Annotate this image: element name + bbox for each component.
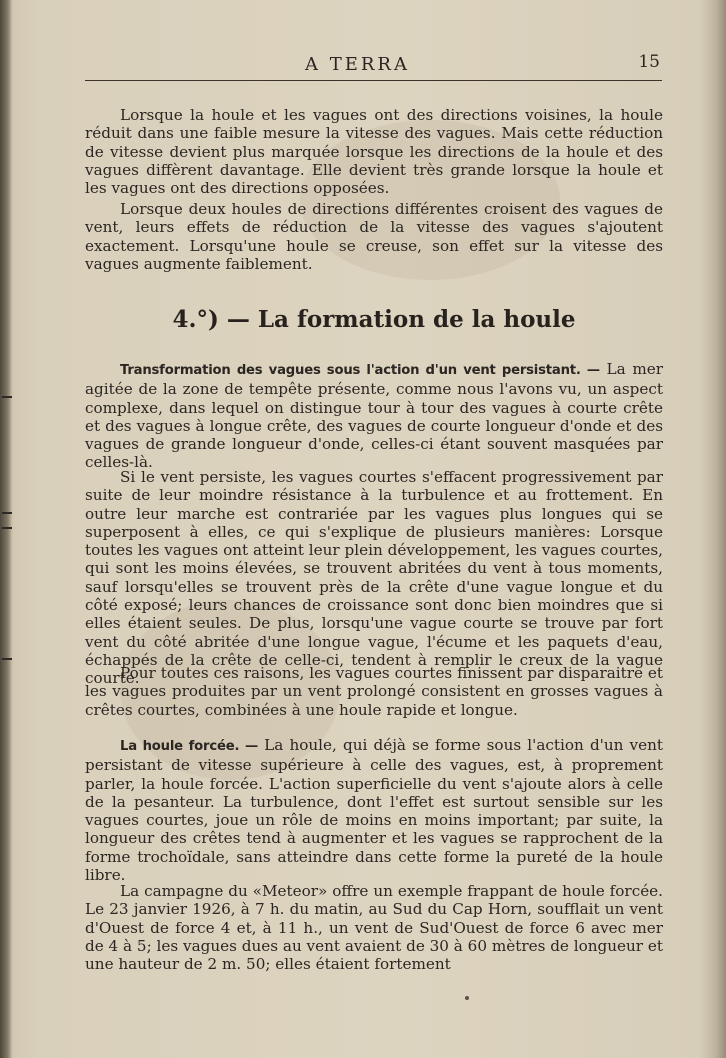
- margin-mark: [2, 658, 12, 660]
- paragraph-text: La mer agitée de la zone de tempête présente, comme nous l'avons vu, un aspect complexe, dans lequel on distingue tour à tour des vagues à courte crête et des vagues à longue crête, des vagues de courte longueur d'onde et des vagues de grande longueur d'onde, celles-ci étant souvent masquées par celles-là.: [85, 360, 663, 472]
- paragraph: [85, 468, 663, 688]
- section-title: 4.°) — La formation de la houle: [172, 306, 576, 333]
- subsection-heading: La houle forcée. —: [120, 739, 258, 754]
- paragraph-text: Lorsque la houle et les vagues ont des directions voisines, la houle réduit dans une faible mesure la vitesse des vagues. Mais cette réduction de vitesse devient plus marquée lorsque les directions de la houle et des vagues diffèrent davantage. Elle devient très grande lorsque la houle et les vagues ont des directions opposées.: [85, 106, 663, 198]
- running-head: A TERRA: [305, 54, 410, 75]
- page-header: [85, 52, 665, 80]
- page-number: 15: [638, 52, 660, 72]
- paragraph: [85, 882, 663, 973]
- paragraph: [85, 664, 663, 719]
- paragraph-text: La houle, qui déjà se forme sous l'action d'un vent persistant de vitesse supérieure à celle des vagues, est, à proprement parler, la houle forcée. L'action superficielle du vent s'ajoute alors à celle de la pesanteur. La turbulence, dont l'effet est surtout sensible sur les vagues courtes, joue un rôle de moins en moins important; par suite, la longueur des crêtes tend à augmenter et les vagues se rapprochent de la forme trochoïdale, sans atteindre dans cette forme la pureté de la houle libre.: [85, 736, 664, 885]
- paragraph: [85, 200, 663, 273]
- page-binding-edge: [0, 0, 12, 1058]
- paragraph-text: Si le vent persiste, les vagues courtes s'effacent progressivement par suite de leur moindre résistance à la turbulence et au frottement. En outre leur marche est contrariée par les vagues plus longues qui se superposent à elles, ce qui s'explique de plusieurs manières: Lorsque toutes les vagues ont atteint leur plein développement, les vagues courtes, qui sont les moins élevées, se trouvent abritées du vent à tous moments, sauf lorsqu'elles se trouvent près de la crête d'une vague longue et du côté exposé; leurs chances de croissance sont donc bien moindres que si elles étaient seules. De plus, lorsqu'une vague courte se trouve par fort vent du côté abritée d'une longue vague, l'écume et les paquets d'eau, échappés de la crête de celle-ci, tendent à remplir le creux de la vague courte.: [85, 468, 663, 688]
- margin-mark: [2, 527, 12, 529]
- subsection-heading: Transformation des vagues sous l'action d'un vent persistant. —: [120, 363, 600, 378]
- margin-mark: [2, 396, 12, 398]
- paragraph-text: Lorsque deux houles de directions différentes croisent des vagues de vent, leurs effets de réduction de la vitesse des vagues s'ajoutent exactement. Lorsqu'une houle se creuse, son effet sur la vitesse des vagues augmente faiblement.: [85, 200, 663, 273]
- paragraph-text: La campagne du «Meteor» offre un exemple frappant de houle forcée. Le 23 janvier 1926, à 7 h. du matin, au Sud du Cap Horn, soufflait un vent d'Ouest de force 4 et, à 11 h., un vent de Sud'Ouest de force 6 avec mer de 4 à 5; les vagues dues au vent avaient de 30 à 60 mètres de longueur et une hauteur de 2 m. 50; elles étaient fortement: [85, 882, 663, 974]
- paper-speck: [465, 996, 469, 1000]
- paragraph: [85, 360, 663, 472]
- paragraph: [85, 736, 663, 884]
- paragraph: [85, 106, 663, 197]
- paragraph-text: Pour toutes ces raisons, les vagues courtes finissent par disparaitre et les vagues produites par un vent prolongé consistent en grosses vagues à crêtes courtes, combinées à une houle rapide et longue.: [85, 664, 663, 719]
- header-rule: [85, 80, 662, 81]
- margin-mark: [2, 512, 12, 514]
